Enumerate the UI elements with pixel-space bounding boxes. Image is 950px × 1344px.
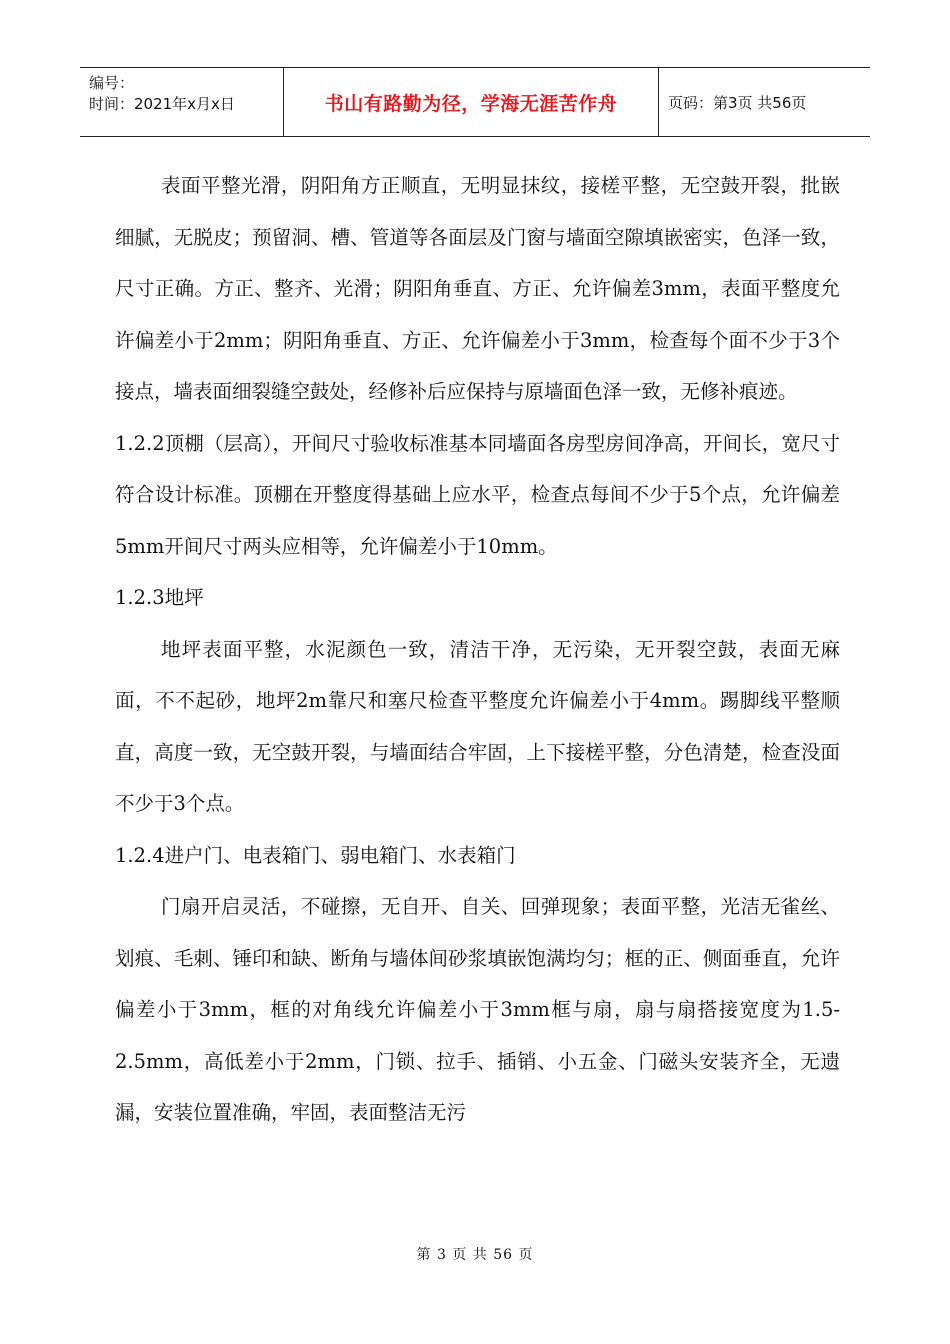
header-meta (80, 68, 283, 136)
document-number-label: 编号： (89, 74, 135, 92)
header-page-info: 页码：第3页 共56页 (668, 93, 807, 112)
header-motto: 书山有路勤为径，学海无涯苦作舟 (283, 68, 659, 136)
section-heading-floor: 1.2.3地坪 (115, 586, 204, 609)
page-header (80, 67, 870, 137)
document-body (115, 160, 840, 1139)
document-time-label: 时间：2021年x月x日 (89, 95, 235, 113)
paragraph-doors: 门扇开启灵活，不碰擦，无自开、自关、回弹现象；表面平整，光洁无雀丝、划痕、毛刺、锤印和缺、断角与墙体间砂浆填嵌饱满均匀；框的正、侧面垂直，允许偏差小于3mm，框的对角线允许偏差小于3mm框与扇，扇与扇搭接宽度为1.5-2.5mm，高低差小于2mm，门锁、拉手、插销、小五金、门磁头安装齐全，无遗漏，安装位置准确，牢固，表面整洁无污 (115, 895, 840, 1124)
paragraph-floor: 地坪表面平整，水泥颜色一致，清洁干净，无污染，无开裂空鼓，表面无麻面，不不起砂，地坪2m靠尺和塞尺检查平整度允许偏差小于4mm。踢脚线平整顺直，高度一致，无空鼓开裂，与墙面结合牢固，上下接槎平整，分色清楚，检查没面不少于3个点。 (115, 637, 840, 815)
page-footer: 第 3 页 共 56 页 (416, 1247, 534, 1263)
paragraph-wall-surface: 表面平整光滑，阴阳角方正顺直，无明显抹纹，接槎平整，无空鼓开裂，批嵌细腻，无脱皮；预留洞、槽、管道等各面层及门窗与墙面空隙填嵌密实，色泽一致，尺寸正确。方正、整齐、光滑；阴阳角垂直、方正、允许偏差3mm，表面平整度允许偏差小于2mm；阴阳角垂直、方正、允许偏差小于3mm，检查每个面不少于3个接点，墙表面细裂缝空鼓处，经修补后应保持与原墙面色泽一致，无修补痕迹。 (115, 174, 840, 403)
section-heading-doors: 1.2.4进户门、电表箱门、弱电箱门、水表箱门 (115, 843, 516, 867)
paragraph-ceiling: 1.2.2顶棚（层高），开间尺寸验收标准基本同墙面各房型房间净高，开间长，宽尺寸符合设计标准。顶棚在开整度得基础上应水平，检查点每间不少于5个点，允许偏差5mm开间尺寸两头应相等，允许偏差小于10mm。 (115, 431, 840, 558)
